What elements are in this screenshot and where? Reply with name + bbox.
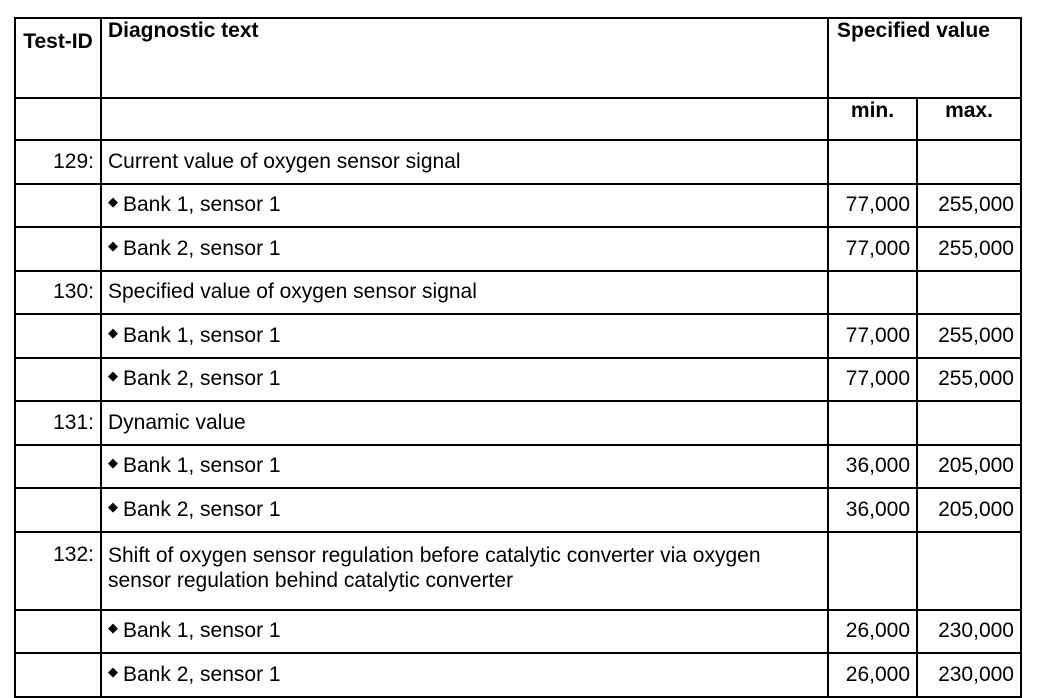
- max-cell: [917, 140, 1021, 184]
- min-cell: 77,000: [828, 358, 917, 402]
- max-cell: 255,000: [917, 314, 1021, 358]
- diagnostic-text-cell: [101, 358, 828, 402]
- test-id-cell: [15, 314, 101, 358]
- diamond-bullet-icon: ◆: [108, 194, 118, 210]
- test-id-cell: [15, 445, 101, 489]
- diagnostic-text-cell: [101, 653, 828, 697]
- min-cell: [828, 271, 917, 315]
- test-id-cell: [15, 488, 101, 532]
- table-row: [15, 140, 1021, 184]
- max-cell: 255,000: [917, 184, 1021, 228]
- test-id-cell: [15, 358, 101, 402]
- table-row: [15, 445, 1021, 489]
- header-blank-id: [15, 98, 101, 140]
- header-specified-value: Specified value: [828, 18, 1021, 98]
- header-blank-text: [101, 98, 828, 140]
- diagnostic-text-cell: Shift of oxygen sensor regulation before catalytic converter via oxygen sensor regulation behind catalytic converter: [101, 532, 828, 610]
- diamond-bullet-icon: ◆: [108, 620, 118, 636]
- max-cell: 255,000: [917, 358, 1021, 402]
- diamond-bullet-icon: ◆: [108, 324, 118, 340]
- min-cell: 36,000: [828, 445, 917, 489]
- diagnostic-text-cell: Specified value of oxygen sensor signal: [101, 271, 828, 315]
- diagnostic-text-cell: [101, 610, 828, 654]
- test-id-cell: 129:: [15, 140, 101, 184]
- sub-item-label: Bank 1, sensor 1: [123, 454, 281, 478]
- sub-item-label: Bank 2, sensor 1: [123, 236, 281, 260]
- min-cell: 77,000: [828, 184, 917, 228]
- table-row: [15, 488, 1021, 532]
- sub-item-label: Bank 2, sensor 1: [123, 662, 281, 686]
- diamond-bullet-icon: ◆: [108, 498, 118, 514]
- table-row: [15, 532, 1021, 610]
- test-id-cell: [15, 184, 101, 228]
- sub-item-label: Bank 1, sensor 1: [123, 193, 281, 217]
- diagnostic-table: [14, 17, 1022, 698]
- header-min: min.: [828, 98, 917, 140]
- test-id-cell: [15, 227, 101, 271]
- table-row: [15, 401, 1021, 445]
- min-cell: 36,000: [828, 488, 917, 532]
- table-subheader-row: [15, 98, 1021, 140]
- max-cell: 205,000: [917, 445, 1021, 489]
- diagnostic-text-cell: Dynamic value: [101, 401, 828, 445]
- header-max: max.: [917, 98, 1021, 140]
- table-row: [15, 358, 1021, 402]
- max-cell: 205,000: [917, 488, 1021, 532]
- diamond-bullet-icon: ◆: [108, 663, 118, 679]
- min-cell: 26,000: [828, 610, 917, 654]
- diamond-bullet-icon: ◆: [108, 455, 118, 471]
- max-cell: 230,000: [917, 653, 1021, 697]
- max-cell: [917, 271, 1021, 315]
- diagnostic-text-cell: [101, 445, 828, 489]
- diamond-bullet-icon: ◆: [108, 237, 118, 253]
- test-id-cell: [15, 610, 101, 654]
- table-row: [15, 653, 1021, 697]
- max-cell: [917, 532, 1021, 610]
- sub-item-label: Bank 2, sensor 1: [123, 497, 281, 521]
- table-row: [15, 227, 1021, 271]
- diagnostic-text-cell: [101, 488, 828, 532]
- test-id-cell: [15, 653, 101, 697]
- table-row: [15, 610, 1021, 654]
- header-test-id: Test-ID: [15, 18, 101, 98]
- min-cell: [828, 140, 917, 184]
- table-header-row: [15, 18, 1021, 98]
- max-cell: 255,000: [917, 227, 1021, 271]
- min-cell: [828, 401, 917, 445]
- test-id-cell: 132:: [15, 532, 101, 610]
- table-row: [15, 314, 1021, 358]
- diagnostic-text-cell: [101, 184, 828, 228]
- test-id-cell: 131:: [15, 401, 101, 445]
- diagnostic-text-cell: [101, 314, 828, 358]
- min-cell: 26,000: [828, 653, 917, 697]
- max-cell: 230,000: [917, 610, 1021, 654]
- test-id-cell: 130:: [15, 271, 101, 315]
- max-cell: [917, 401, 1021, 445]
- sub-item-label: Bank 2, sensor 1: [123, 367, 281, 391]
- diagnostic-text-cell: Current value of oxygen sensor signal: [101, 140, 828, 184]
- diagnostic-text-cell: [101, 227, 828, 271]
- sub-item-label: Bank 1, sensor 1: [123, 323, 281, 347]
- table-row: [15, 184, 1021, 228]
- min-cell: 77,000: [828, 227, 917, 271]
- diamond-bullet-icon: ◆: [108, 368, 118, 384]
- table-row: [15, 271, 1021, 315]
- min-cell: [828, 532, 917, 610]
- header-diagnostic-text: Diagnostic text: [101, 18, 828, 98]
- sub-item-label: Bank 1, sensor 1: [123, 619, 281, 643]
- min-cell: 77,000: [828, 314, 917, 358]
